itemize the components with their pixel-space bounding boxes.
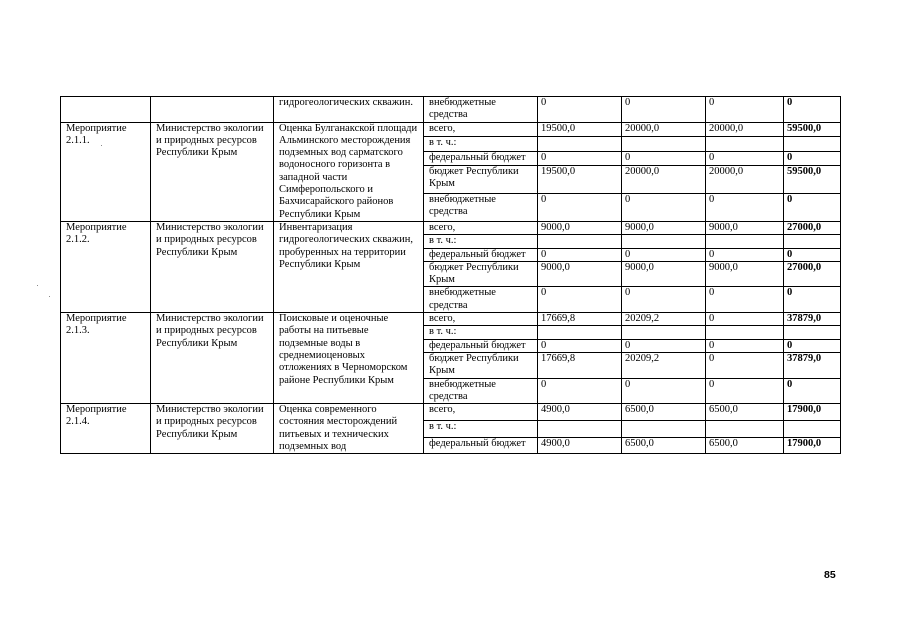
value-cell: 0	[622, 339, 706, 352]
total-cell: 0	[784, 151, 841, 166]
table-row	[61, 122, 841, 137]
value-cell	[706, 420, 784, 437]
total-cell: 0	[784, 339, 841, 352]
value-cell: 0	[622, 97, 706, 123]
activity-cell: Мероприятие 2.1.2.	[61, 221, 151, 312]
value-cell: 0	[538, 194, 622, 222]
value-cell: 0	[706, 97, 784, 123]
scan-speck: ·	[100, 140, 103, 150]
value-cell: 9000,0	[622, 261, 706, 287]
funding-source-cell: в т. ч.:	[424, 137, 538, 152]
value-cell: 9000,0	[622, 221, 706, 234]
funding-source-cell: всего,	[424, 404, 538, 421]
value-cell: 17669,8	[538, 352, 622, 378]
funding-source-cell: бюджет Республики Крым	[424, 166, 538, 194]
value-cell: 0	[706, 248, 784, 261]
total-cell: 59500,0	[784, 166, 841, 194]
total-cell: 59500,0	[784, 122, 841, 137]
total-cell: 0	[784, 97, 841, 123]
value-cell: 0	[538, 378, 622, 404]
executor-cell: Министерство экологии и природных ресурсов Республики Крым	[151, 122, 274, 221]
value-cell	[622, 235, 706, 248]
funding-source-cell: внебюджетные средства	[424, 194, 538, 222]
value-cell	[538, 137, 622, 152]
activity-cell	[61, 97, 151, 123]
scan-speck: ·	[48, 291, 51, 301]
value-cell: 0	[622, 194, 706, 222]
description-cell: Оценка Булганакской площади Альминского месторождения подземных вод сарматского водоносного горизонта в западной части Симферопольского и Бахчисарайского районов Республики Крым	[274, 122, 424, 221]
total-cell	[784, 137, 841, 152]
funding-source-cell: федеральный бюджет	[424, 339, 538, 352]
funding-source-cell: внебюджетные средства	[424, 378, 538, 404]
funding-source-cell: внебюджетные средства	[424, 287, 538, 313]
funding-source-cell: в т. ч.:	[424, 235, 538, 248]
value-cell: 0	[706, 339, 784, 352]
value-cell: 9000,0	[706, 261, 784, 287]
value-cell: 9000,0	[706, 221, 784, 234]
value-cell: 0	[622, 151, 706, 166]
value-cell: 0	[622, 248, 706, 261]
activity-cell: Мероприятие 2.1.4.	[61, 404, 151, 454]
executor-cell: Министерство экологии и природных ресурсов Республики Крым	[151, 404, 274, 454]
value-cell: 0	[706, 151, 784, 166]
description-cell: гидрогеологических скважин.	[274, 97, 424, 123]
funding-source-cell: в т. ч.:	[424, 420, 538, 437]
value-cell: 19500,0	[538, 166, 622, 194]
table-row	[61, 404, 841, 421]
value-cell: 6500,0	[622, 404, 706, 421]
funding-source-cell: федеральный бюджет	[424, 437, 538, 454]
value-cell	[622, 137, 706, 152]
value-cell: 20000,0	[706, 166, 784, 194]
activity-cell: Мероприятие 2.1.3.	[61, 313, 151, 404]
value-cell: 20000,0	[622, 122, 706, 137]
value-cell: 6500,0	[622, 437, 706, 454]
description-cell: Инвентаризация гидрогеологических скважин, пробуренных на территории Республики Крым	[274, 221, 424, 312]
funding-source-cell: всего,	[424, 313, 538, 326]
value-cell: 9000,0	[538, 221, 622, 234]
value-cell: 0	[538, 287, 622, 313]
total-cell: 27000,0	[784, 221, 841, 234]
value-cell: 20209,2	[622, 313, 706, 326]
funding-source-cell: всего,	[424, 122, 538, 137]
value-cell	[706, 137, 784, 152]
value-cell: 0	[706, 313, 784, 326]
total-cell	[784, 235, 841, 248]
table-row	[61, 97, 841, 123]
total-cell: 0	[784, 378, 841, 404]
funding-source-cell: всего,	[424, 221, 538, 234]
value-cell: 6500,0	[706, 404, 784, 421]
value-cell: 0	[706, 194, 784, 222]
funding-source-cell: федеральный бюджет	[424, 248, 538, 261]
total-cell: 0	[784, 287, 841, 313]
value-cell: 0	[706, 352, 784, 378]
total-cell: 0	[784, 248, 841, 261]
total-cell: 37879,0	[784, 313, 841, 326]
value-cell: 17669,8	[538, 313, 622, 326]
value-cell	[622, 420, 706, 437]
executor-cell: Министерство экологии и природных ресурсов Республики Крым	[151, 313, 274, 404]
total-cell	[784, 326, 841, 339]
executor-cell: Министерство экологии и природных ресурсов Республики Крым	[151, 221, 274, 312]
funding-source-cell: внебюджетные средства	[424, 97, 538, 123]
funding-source-cell: бюджет Республики Крым	[424, 261, 538, 287]
total-cell: 37879,0	[784, 352, 841, 378]
scan-speck: ·	[36, 280, 39, 290]
value-cell: 20000,0	[622, 166, 706, 194]
value-cell	[538, 235, 622, 248]
total-cell: 27000,0	[784, 261, 841, 287]
total-cell: 17900,0	[784, 437, 841, 454]
value-cell	[538, 326, 622, 339]
value-cell: 0	[706, 378, 784, 404]
value-cell: 0	[622, 378, 706, 404]
value-cell: 0	[538, 248, 622, 261]
value-cell: 0	[622, 287, 706, 313]
funding-source-cell: бюджет Республики Крым	[424, 352, 538, 378]
value-cell: 0	[538, 151, 622, 166]
table-row	[61, 313, 841, 326]
total-cell: 17900,0	[784, 404, 841, 421]
total-cell	[784, 420, 841, 437]
funding-source-cell: федеральный бюджет	[424, 151, 538, 166]
value-cell: 20209,2	[622, 352, 706, 378]
description-cell: Оценка современного состояния месторождений питьевых и технических подземных вод	[274, 404, 424, 454]
value-cell: 19500,0	[538, 122, 622, 137]
description-cell: Поисковые и оценочные работы на питьевые подземные воды в среднемиоценовых отложениях в Черноморском районе Республики Крым	[274, 313, 424, 404]
table-row	[61, 221, 841, 234]
value-cell	[706, 235, 784, 248]
value-cell	[538, 420, 622, 437]
funding-table	[60, 96, 841, 454]
value-cell: 4900,0	[538, 404, 622, 421]
funding-source-cell: в т. ч.:	[424, 326, 538, 339]
value-cell: 0	[538, 339, 622, 352]
value-cell: 20000,0	[706, 122, 784, 137]
value-cell: 9000,0	[538, 261, 622, 287]
activity-cell: Мероприятие 2.1.1.	[61, 122, 151, 221]
value-cell	[706, 326, 784, 339]
executor-cell	[151, 97, 274, 123]
value-cell	[622, 326, 706, 339]
total-cell: 0	[784, 194, 841, 222]
value-cell: 0	[538, 97, 622, 123]
page-number: 85	[824, 569, 836, 581]
value-cell: 6500,0	[706, 437, 784, 454]
value-cell: 0	[706, 287, 784, 313]
value-cell: 4900,0	[538, 437, 622, 454]
